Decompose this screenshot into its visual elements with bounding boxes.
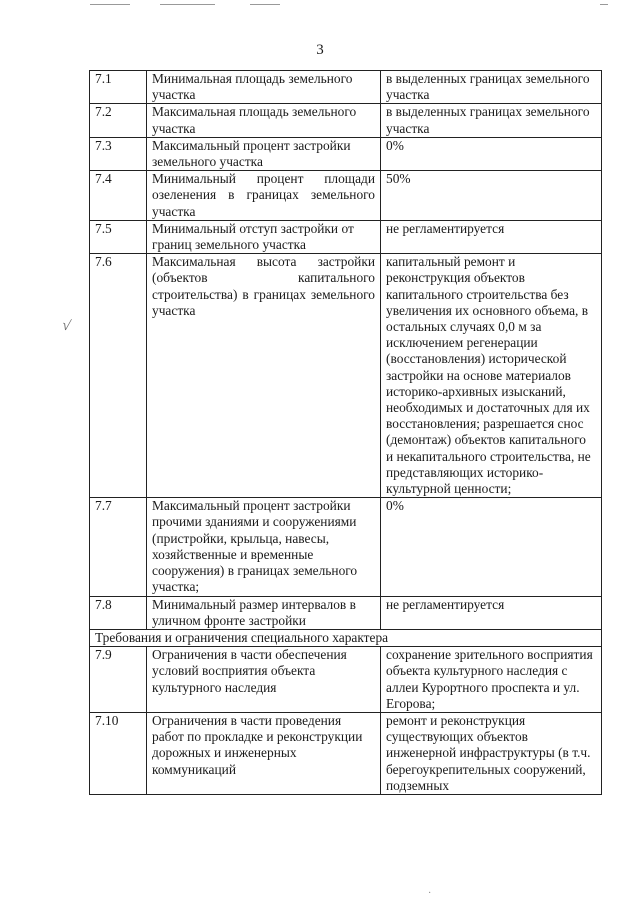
- parameter-name-cell: Максимальный процент застройки земельного участка: [147, 137, 381, 170]
- section-heading-row: [90, 629, 602, 646]
- table-row: [90, 596, 602, 629]
- table-row: [90, 171, 602, 221]
- parameter-name-cell: Минимальный размер интервалов в уличном фронте застройки: [147, 596, 381, 629]
- table-row: [90, 647, 602, 713]
- parameter-value-cell: в выделенных границах земельного участка: [381, 71, 602, 104]
- row-number-cell: 7.9: [90, 647, 147, 713]
- table-row: [90, 137, 602, 170]
- row-number-cell: 7.2: [90, 104, 147, 137]
- row-number-cell: 7.4: [90, 171, 147, 221]
- parameter-value-cell: 0%: [381, 137, 602, 170]
- row-number-cell: 7.5: [90, 220, 147, 253]
- row-number-cell: 7.6: [90, 254, 147, 498]
- parameter-value-cell: в выделенных границах земельного участка: [381, 104, 602, 137]
- parameter-name-cell: Минимальный отступ застройки от границ земельного участка: [147, 220, 381, 253]
- table-row: [90, 104, 602, 137]
- row-number-cell: 7.8: [90, 596, 147, 629]
- parameter-value-cell: ремонт и реконструкция существующих объектов инженерной инфраструктуры (в т.ч. берегоукрепительных сооружений, подземных: [381, 712, 602, 794]
- table-row: [90, 71, 602, 104]
- parameter-name-cell: Ограничения в части обеспечения условий восприятия объекта культурного наследия: [147, 647, 381, 713]
- parameter-value-cell: 0%: [381, 498, 602, 596]
- parameter-value-cell: не регламентируется: [381, 596, 602, 629]
- parameter-value-cell: 50%: [381, 171, 602, 221]
- row-number-cell: 7.10: [90, 712, 147, 794]
- table-row: [90, 498, 602, 596]
- parameter-value-cell: капитальный ремонт и реконструкция объектов капитального строительства без увеличения их основного объема, в остальных случаях 0,0 м за исключением регенерации (восстановления) исторической застройки на основе материалов историко-архивных изысканий, необходимых и достаточных для их восстановления; разрешается снос (демонтаж) объектов капитального и некапитального строительства, не представляющих историко-культурной ценности;: [381, 254, 602, 498]
- row-number-cell: 7.7: [90, 498, 147, 596]
- handwritten-check-mark: √: [60, 317, 72, 335]
- scan-speck: ·: [428, 888, 432, 899]
- parameter-name-cell: Ограничения в части проведения работ по прокладке и реконструкции дорожных и инженерных коммуникаций: [147, 712, 381, 794]
- table-row: [90, 712, 602, 794]
- parameter-value-cell: не регламентируется: [381, 220, 602, 253]
- parameter-name-cell: Минимальная площадь земельного участка: [147, 71, 381, 104]
- parameter-name-cell: Максимальная площадь земельного участка: [147, 104, 381, 137]
- section-heading: Требования и ограничения специального характера: [90, 629, 602, 646]
- table-row: [90, 254, 602, 498]
- parameter-name-cell: Максимальная высота застройки (объектов капитального строительства) в границах земельного участка: [147, 254, 381, 498]
- row-number-cell: 7.3: [90, 137, 147, 170]
- parameter-name-cell: Минимальный процент площади озеленения в границах земельного участка: [147, 171, 381, 221]
- row-number-cell: 7.1: [90, 71, 147, 104]
- parameter-name-cell: Максимальный процент застройки прочими зданиями и сооружениями (пристройки, крыльца, навесы, хозяйственные и временные сооружения) в границах земельного участка;: [147, 498, 381, 596]
- regulations-table: [89, 70, 602, 795]
- scan-artifact-lines: [0, 0, 640, 12]
- parameter-value-cell: сохранение зрительного восприятия объекта культурного наследия с аллеи Курортного проспекта и ул. Егорова;: [381, 647, 602, 713]
- table-row: [90, 220, 602, 253]
- page-number: 3: [316, 42, 324, 58]
